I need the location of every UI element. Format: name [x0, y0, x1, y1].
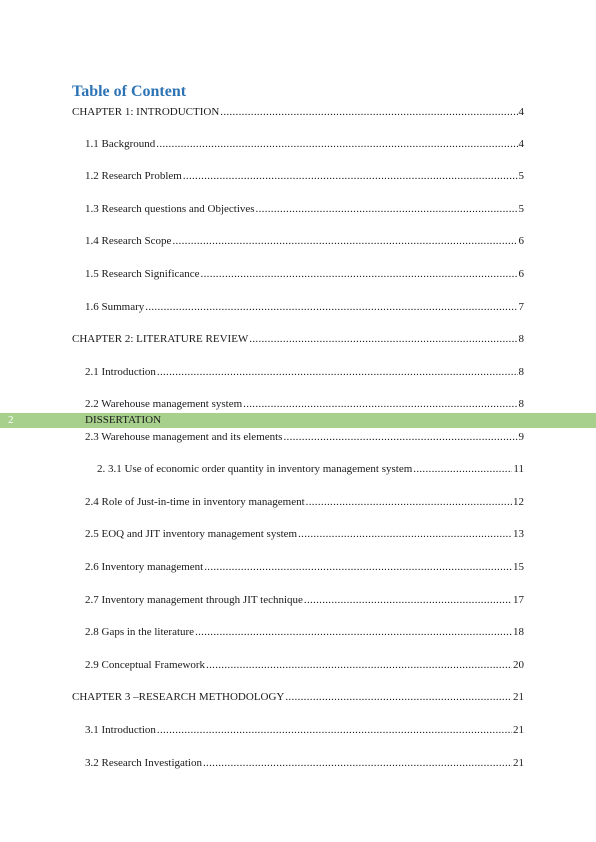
toc-entry-page: 4 — [518, 138, 524, 150]
dot-leader — [306, 495, 512, 509]
dot-leader — [203, 756, 512, 770]
toc-entry-text: 2. 3.1 Use of economic order quantity in inventory management system — [97, 463, 413, 475]
toc-entry[interactable] — [85, 723, 524, 737]
toc-entry-text: 1.5 Research Significance — [85, 268, 200, 280]
dot-leader — [298, 527, 512, 541]
toc-entry-page: 4 — [518, 106, 524, 118]
toc-entry[interactable] — [85, 527, 524, 541]
dot-leader — [157, 365, 518, 379]
toc-entry[interactable] — [85, 137, 524, 151]
dot-leader — [413, 462, 512, 476]
toc-title: Table of Content — [72, 83, 187, 100]
dot-leader — [145, 300, 517, 314]
toc-entry[interactable] — [85, 430, 524, 444]
toc-entry-text: 2.3 Warehouse management and its elements — [85, 431, 283, 443]
toc-entry-text: 1.3 Research questions and Objectives — [85, 203, 255, 215]
toc-entry-page: 17 — [513, 594, 524, 606]
dot-leader — [201, 267, 518, 281]
toc-entry-chapter-3[interactable] — [72, 690, 524, 704]
toc-entry[interactable] — [85, 658, 524, 672]
dot-leader — [156, 137, 517, 151]
dot-leader — [249, 332, 517, 346]
toc-entry-chapter-2[interactable] — [72, 332, 524, 346]
toc-entry-page: 6 — [518, 235, 524, 247]
toc-entry-chapter-1[interactable] — [72, 105, 524, 119]
toc-entry-page: 8 — [518, 333, 524, 345]
toc-entry-page: 9 — [518, 431, 524, 443]
toc-entry-text: 2.6 Inventory management — [85, 561, 204, 573]
toc-entry-page: 21 — [513, 691, 524, 703]
toc-entry[interactable] — [85, 625, 524, 639]
toc-entry[interactable] — [85, 234, 524, 248]
toc-entry-text: CHAPTER 1: INTRODUCTION — [72, 106, 220, 118]
dot-leader — [206, 658, 512, 672]
toc-entry-page: 5 — [518, 203, 524, 215]
dot-leader — [172, 234, 517, 248]
toc-entry[interactable] — [85, 169, 524, 183]
dot-leader — [195, 625, 512, 639]
toc-entry-page: 13 — [513, 528, 524, 540]
toc-entry[interactable] — [85, 202, 524, 216]
toc-entry-page: 8 — [518, 398, 524, 410]
toc-entry-page: 18 — [513, 626, 524, 638]
dot-leader — [283, 430, 517, 444]
toc-entry-text: 1.1 Background — [85, 138, 156, 150]
toc-entry-page: 21 — [513, 757, 524, 769]
toc-entry-page: 12 — [513, 496, 524, 508]
footer-label: DISSERTATION — [85, 414, 162, 426]
toc-entry[interactable] — [85, 560, 524, 574]
dot-leader — [285, 690, 512, 704]
dot-leader — [183, 169, 518, 183]
toc-entry-text: 2.1 Introduction — [85, 366, 156, 378]
toc-entry-page: 15 — [513, 561, 524, 573]
toc-entry[interactable] — [85, 365, 524, 379]
toc-entry[interactable] — [85, 300, 524, 314]
toc-entry[interactable] — [85, 267, 524, 281]
toc-entry-text: CHAPTER 2: LITERATURE REVIEW — [72, 333, 249, 345]
toc-entry[interactable] — [85, 756, 524, 770]
toc-entry-page: 11 — [513, 463, 524, 475]
toc-entry-page: 21 — [513, 724, 524, 736]
footer-band — [0, 413, 596, 428]
toc-entry[interactable] — [85, 397, 524, 411]
dot-leader — [220, 105, 517, 119]
toc-entry[interactable] — [85, 593, 524, 607]
toc-entry-text: 1.4 Research Scope — [85, 235, 172, 247]
toc-entry-text: 2.7 Inventory management through JIT technique — [85, 594, 303, 606]
toc-entry-page: 6 — [518, 268, 524, 280]
toc-entry-text: 2.5 EOQ and JIT inventory management system — [85, 528, 298, 540]
toc-entry-text: 1.6 Summary — [85, 301, 145, 313]
page-number: 2 — [8, 414, 14, 426]
toc-entry-page: 7 — [518, 301, 524, 313]
toc-entry-text: 2.9 Conceptual Framework — [85, 659, 206, 671]
toc-entry-text: 3.1 Introduction — [85, 724, 156, 736]
toc-entry-text: 2.2 Warehouse management system — [85, 398, 243, 410]
toc-entry[interactable] — [85, 495, 524, 509]
dot-leader — [243, 397, 517, 411]
toc-entry-text: 3.2 Research Investigation — [85, 757, 202, 769]
dot-leader — [256, 202, 518, 216]
toc-entry-page: 20 — [513, 659, 524, 671]
toc-entry-text: 2.8 Gaps in the literature — [85, 626, 195, 638]
toc-entry-text: 1.2 Research Problem — [85, 170, 182, 182]
toc-entry[interactable] — [97, 462, 524, 476]
toc-entry-page: 5 — [518, 170, 524, 182]
dot-leader — [157, 723, 512, 737]
dot-leader — [304, 593, 512, 607]
toc-entry-page: 8 — [518, 366, 524, 378]
dot-leader — [204, 560, 512, 574]
toc-entry-text: 2.4 Role of Just-in-time in inventory management — [85, 496, 305, 508]
toc-entry-text: CHAPTER 3 –RESEARCH METHODOLOGY — [72, 691, 285, 703]
